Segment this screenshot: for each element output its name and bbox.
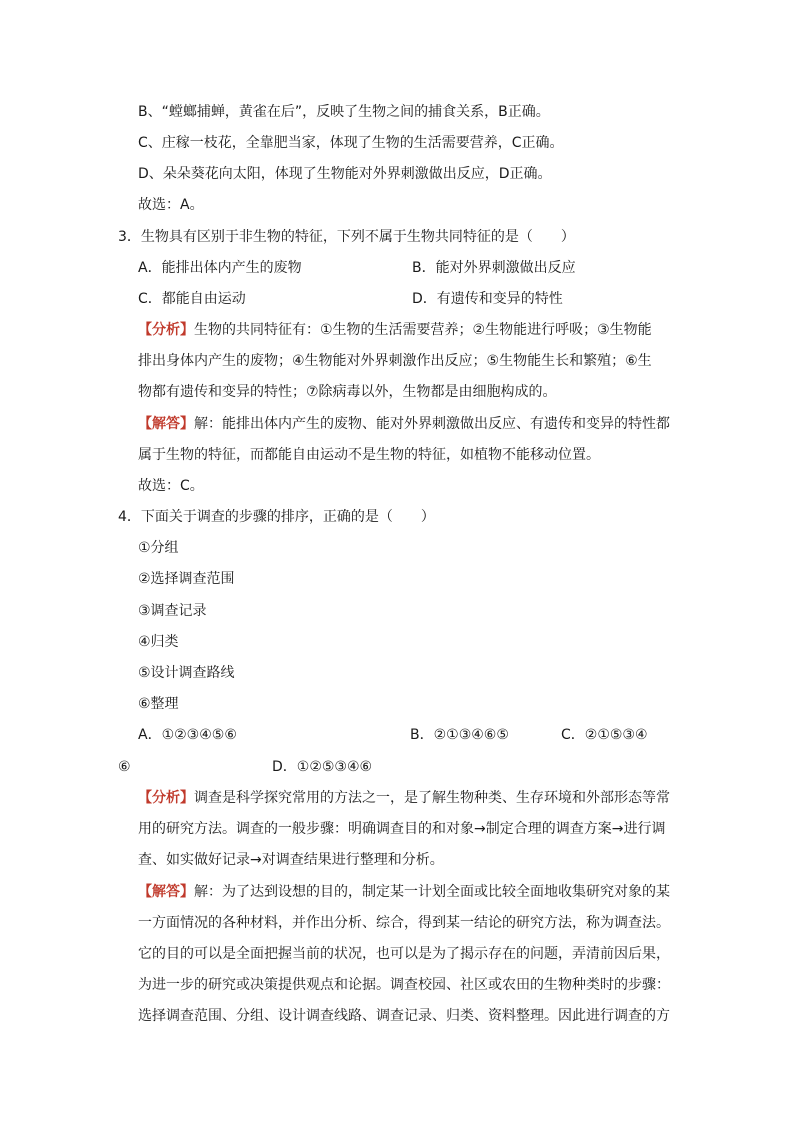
q3-stem: 3．生物具有区别于非生物的特征，下列不属于生物共同特征的是（ ） — [118, 229, 575, 245]
q4-stem: 4．下面关于调查的步骤的排序，正确的是（ ） — [118, 509, 435, 525]
q4-option-b: B．②①③④⑥⑤ — [410, 727, 509, 743]
q3-solution-line-1 — [138, 414, 670, 434]
q3-analysis-tag: 【分析】 — [138, 322, 194, 338]
q4-step-1: ①分组 — [138, 540, 179, 556]
q4-step-4: ④归类 — [138, 634, 179, 650]
q4-solution-line-3: 它的目的可以是全面把握当前的状况，也可以是为了揭示存在的问题，弄清前因后果， — [138, 946, 670, 962]
q4-option-d: D．①②⑤③④⑥ — [272, 759, 373, 775]
q3-analysis-text-1: 生物的共同特征有：①生物的生活需要营养；②生物能进行呼吸；③生物能 — [194, 322, 652, 338]
q3-option-c: C．都能自由运动 — [138, 291, 246, 307]
q4-step-6: ⑥整理 — [138, 696, 179, 712]
prev-option-c-explanation: C、庄稼一枝花，全靠肥当家，体现了生物的生活需要营养，C正确。 — [138, 135, 564, 151]
q3-solution-tag: 【解答】 — [138, 416, 194, 432]
q4-option-c-continued: ⑥ — [118, 759, 131, 775]
q4-solution-line-4: 为进一步的研究或决策提供观点和论据。调查校园、社区或农田的生物种类时的步骤： — [138, 977, 670, 993]
q4-step-5: ⑤设计调查路线 — [138, 665, 235, 681]
q4-step-2: ②选择调查范围 — [138, 571, 235, 587]
q4-option-a: A．①②③④⑤⑥ — [138, 727, 237, 743]
q4-option-c: C．②①⑤③④ — [561, 727, 648, 743]
q4-analysis-line-2: 用的研究方法。调查的一般步骤：明确调查目的和对象→制定合理的调查方案→进行调 — [138, 821, 666, 837]
q3-solution-line-2: 属于生物的特征，而都能自由运动不是生物的特征，如植物不能移动位置。 — [138, 447, 600, 463]
q3-option-d: D．有遗传和变异的特性 — [412, 291, 563, 307]
prev-option-b-explanation: B、“螳螂捕蝉，黄雀在后”，反映了生物之间的捕食关系，B正确。 — [138, 104, 550, 120]
q4-solution-line-1 — [138, 882, 670, 902]
q3-option-b: B．能对外界刺激做出反应 — [412, 260, 576, 276]
q3-option-a: A．能排出体内产生的废物 — [138, 260, 302, 276]
q3-analysis-line-3: 物都有遗传和变异的特性；⑦除病毒以外，生物都是由细胞构成的。 — [138, 384, 557, 400]
q4-analysis-line-1 — [138, 788, 670, 808]
q4-solution-line-2: 一方面情况的各种材料，并作出分析、综合，得到某一结论的研究方法，称为调查法。 — [138, 915, 670, 931]
prev-answer: 故选：A。 — [138, 197, 204, 213]
q3-solution-text-1: 解：能排出体内产生的废物、能对外界刺激做出反应、有遗传和变异的特性都 — [194, 416, 670, 432]
q4-analysis-text-1: 调查是科学探究常用的方法之一，是了解生物种类、生存环境和外部形态等常 — [194, 790, 670, 806]
q4-solution-tag: 【解答】 — [138, 884, 194, 900]
q4-analysis-tag: 【分析】 — [138, 790, 194, 806]
q3-analysis-line-2: 排出身体内产生的废物；④生物能对外界刺激作出反应；⑤生物能生长和繁殖；⑥生 — [138, 353, 652, 369]
prev-option-d-explanation: D、朵朵葵花向太阳，体现了生物能对外界刺激做出反应，D正确。 — [138, 166, 552, 182]
q4-step-3: ③调查记录 — [138, 603, 207, 619]
q4-solution-text-1: 解：为了达到设想的目的，制定某一计划全面或比较全面地收集研究对象的某 — [194, 884, 670, 900]
q3-answer: 故选：C。 — [138, 478, 204, 494]
q3-analysis-line-1 — [138, 320, 652, 340]
q4-solution-line-5: 选择调查范围、分组、设计调查线路、调查记录、归类、资料整理。因此进行调查的方 — [138, 1008, 670, 1024]
q4-analysis-line-3: 查、如实做好记录→对调查结果进行整理和分析。 — [138, 852, 444, 868]
